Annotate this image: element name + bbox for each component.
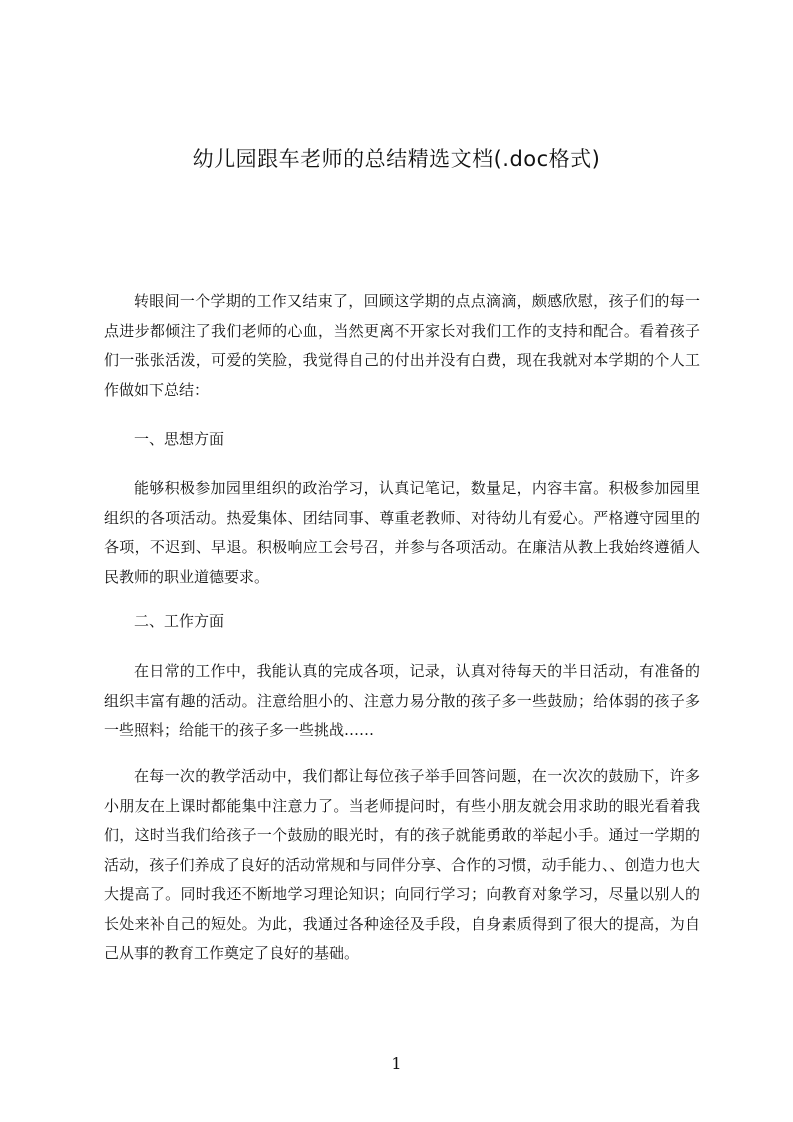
thought-paragraph: 能够积极参加园里组织的政治学习，认真记笔记，数量足，内容丰富。积极参加园里组织的各项活动。热爱集体、团结同事、尊重老教师、对待幼儿有爱心。严格遵守园里的各项，不迟到、早退。积极响应工会号召，并参与各项活动。在廉洁从教上我始终遵循人民教师的职业道德要求。: [104, 479, 700, 586]
page-number: 1: [391, 1054, 402, 1073]
intro-paragraph: 转眼间一个学期的工作又结束了，回顾这学期的点点滴滴，颇感欣慰，孩子们的每一点进步都倾注了我们老师的心血，当然更离不开家长对我们工作的支持和配合。看着孩子们一张张活泼，可爱的笑脸，我觉得自己的付出并没有白费，现在我就对本学期的个人工作做如下总结：: [104, 292, 700, 399]
section-heading-work: 二、工作方面: [134, 612, 225, 630]
work-paragraph-2: 在每一次的教学活动中，我们都让每位孩子举手回答问题，在一次次的鼓励下，许多小朋友在上课时都能集中注意力了。当老师提问时，有些小朋友就会用求助的眼光看着我们，这时当我们给孩子一个鼓励的眼光时，有的孩子就能勇敢的举起小手。通过一学期的活动，孩子们养成了良好的活动常规和与同伴分享、合作的习惯，动手能力、、创造力也大大提高了。同时我还不断地学习理论知识；向同行学习；向教育对象学习，尽量以别人的长处来补自己的短处。为此，我通过各种途径及手段，自身素质得到了很大的提高，为自己从事的教育工作奠定了良好的基础。: [104, 767, 700, 962]
work-paragraph-1: 在日常的工作中，我能认真的完成各项，记录，认真对待每天的半日活动，有准备的组织丰富有趣的活动。注意给胆小的、注意力易分散的孩子多一些鼓励；给体弱的孩子多一些照料；给能干的孩子多一些挑战……: [104, 662, 700, 739]
section-heading-thought: 一、思想方面: [134, 430, 225, 448]
document-title: 幼儿园跟车老师的总结精选文档(.doc格式): [192, 147, 601, 171]
